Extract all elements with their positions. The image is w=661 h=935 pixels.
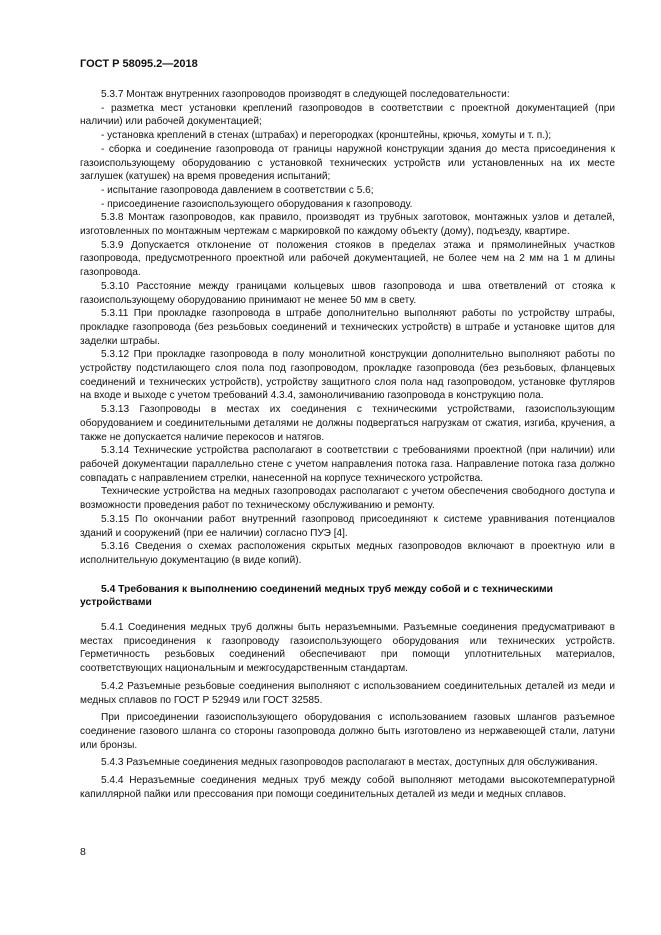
- list-item: - сборка и соединение газопровода от границы наружной конструкции здания до места присоединения к газоиспользующему оборудованию с установкой технических устройств или установленных на их месте заглушек (катушек) на время проведения испытаний;: [80, 143, 615, 183]
- paragraph: 5.3.15 По окончании работ внутренний газопровод присоединяют к системе уравнивания потенциалов зданий и сооружений (при ее наличии) согласно ПУЭ [4].: [80, 513, 615, 539]
- paragraph: 5.3.8 Монтаж газопроводов, как правило, производят из трубных заготовок, монтажных узлов и деталей, изготовленных по монтажным чертежам с маркировкой по каждому объекту (дому), подъезду, квартире.: [80, 212, 615, 238]
- paragraph: 5.3.13 Газопроводы в местах их соединения с техническими устройствами, газоиспользующим оборудованием и соединительными деталями не должны подвергаться нагрузкам от сжатия, изгиба, кручения, а также не допускается наличие перекосов и натягов.: [80, 404, 615, 443]
- paragraph: 5.3.7 Монтаж внутренних газопроводов производят в следующей последовательности:: [101, 89, 510, 100]
- list-item: - установка креплений в стенах (штрабах) и перегородках (кронштейны, крючья, хомуты и т. п.);: [101, 130, 552, 142]
- page-number: 8: [80, 846, 86, 858]
- paragraph: Технические устройства на медных газопроводах располагают с учетом обеспечения свободного доступа и возможности проведения работ по техническому обслуживанию и ремонту.: [80, 486, 615, 512]
- paragraph: 5.4.2 Разъемные резьбовые соединения выполняют с использованием соединительных деталей из меди и медных сплавов по ГОСТ Р 52949 или ГОСТ 32585.: [80, 680, 615, 706]
- paragraph: 5.3.14 Технические устройства располагают в соответствии с требованиями проектной (при наличии) или рабочей документации параллельно стене с учетом направления потока газа. Направление потока газа должно совпадать с направлением стрелки, нанесенной на корпусе технического устройства.: [80, 445, 615, 484]
- document-body: [80, 88, 615, 801]
- paragraph: 5.4.3 Разъемные соединения медных газопроводов располагают в местах, доступных для обслуживания.: [101, 757, 598, 769]
- list-item: - разметка мест установки креплений газопроводов в соответствии с проектной документацией (при наличии) или рабочей документацией;: [80, 102, 615, 128]
- paragraph: 5.3.9 Допускается отклонение от положения стояков в пределах этажа и прямолинейных участков газопровода, предусмотренного проектной или рабочей документацией, не более чем на 2 мм на 1 м длины газопровода.: [80, 239, 615, 279]
- list-item: - присоединение газоиспользующего оборудования к газопроводу.: [101, 198, 413, 210]
- paragraph: 5.4.4 Неразъемные соединения медных труб между собой выполняют методами высокотемпературной капиллярной пайки или прессования при помощи соединительных деталей из меди и медных сплавов.: [80, 775, 615, 800]
- paragraph: 5.3.10 Расстояние между границами кольцевых швов газопровода и шва ответвлений от стояка к газоиспользующему оборудованию принимают не менее 50 мм в свету.: [80, 280, 615, 306]
- paragraph: 5.3.12 При прокладке газопровода в полу монолитной конструкции дополнительно выполняют работы по устройству подстилающего слоя пола под газопроводом, прокладке газопровода (без резьбовых, фланцевых соединений и технических устройств), устройству защитного слоя пола над газопроводом, установке футляров на входе и выходе с учетом требований 4.3.4, замоноличиванию газопровода в конструкцию пола.: [80, 349, 615, 402]
- paragraph: 5.4.1 Соединения медных труб должны быть неразъемными. Разъемные соединения предусматривают в местах присоединения к газопроводу газоиспользующего оборудования или технических устройств. Герметичность резьбовых соединений обеспечивают при помощи уплотнительных материалов, соответствующих национальным и межгосударственным стандартам.: [80, 622, 615, 675]
- list-item: - испытание газопровода давлением в соответствии с 5.6;: [101, 184, 374, 196]
- paragraph: При присоединении газоиспользующего оборудования с использованием газовых шлангов разъемное соединение газового шланга со стороны газопровода должно быть изготовлено из нержавеющей стали, латуни или бронзы.: [80, 712, 615, 751]
- document-header: ГОСТ Р 58095.2—2018: [80, 58, 198, 70]
- paragraph: 5.3.16 Сведения о схемах расположения скрытых медных газопроводов включают в проектную или в исполнительную документацию (в виде копий).: [80, 541, 615, 566]
- section-heading: 5.4 Требования к выполнению соединений медных труб между собой и с техническими устройствами: [80, 583, 553, 609]
- paragraph: 5.3.11 При прокладке газопровода в штрабе дополнительно выполняют работы по устройству штрабы, прокладке газопровода (без резьбовых соединений и технических устройств) в штрабе и установке щитов для заделки штрабы.: [80, 308, 615, 347]
